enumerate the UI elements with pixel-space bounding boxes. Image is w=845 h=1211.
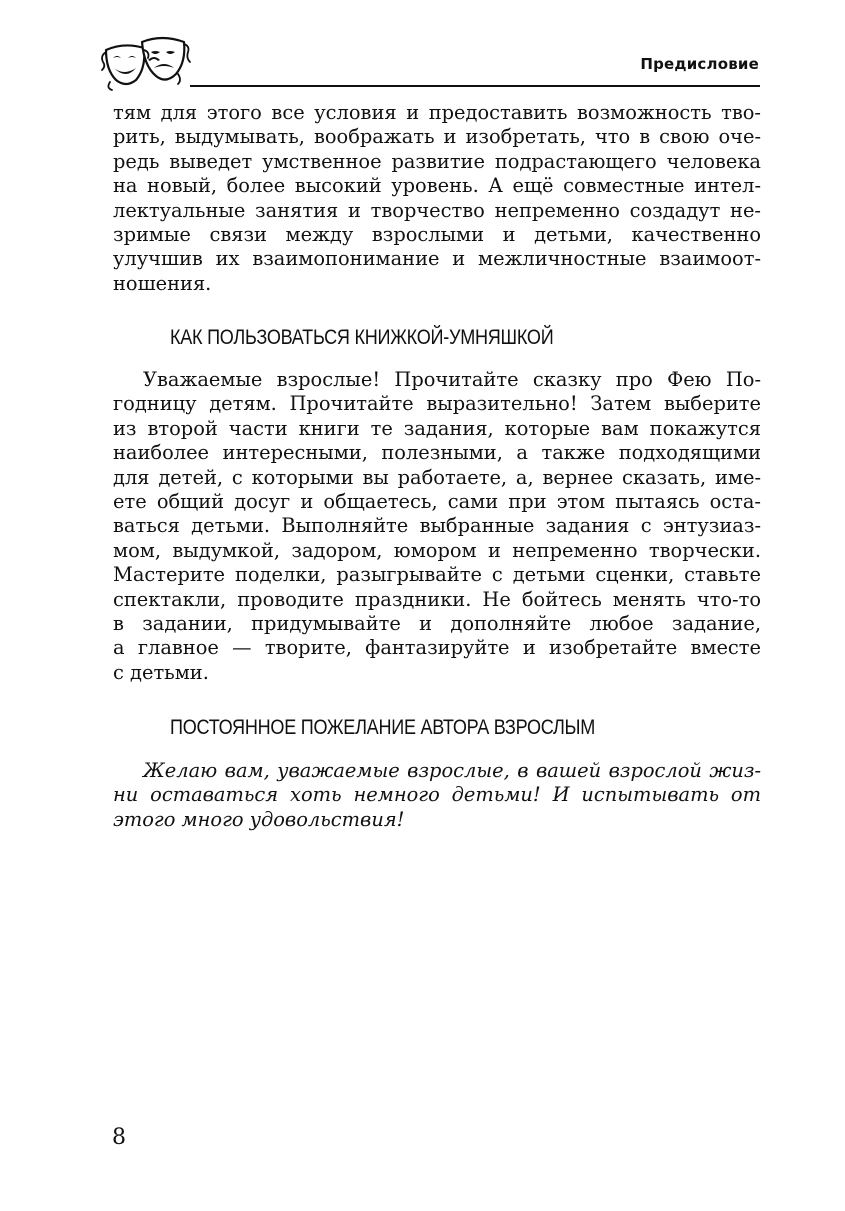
text-line: а главное — творите, фантазируйте и изобретайте вместе	[113, 636, 761, 660]
text-line: тям для этого все условия и предоставить возможность тво-	[113, 101, 761, 124]
text-line: из второй части книги те задания, которые вам покажутся	[113, 416, 761, 440]
text-line: для детей, с которыми вы работаете, а, вернее сказать, име-	[113, 465, 761, 489]
text-line: лектуальные занятия и творчество непременно создадут не-	[113, 198, 761, 222]
paragraph-author-wish	[113, 759, 761, 832]
text-line: Мастерите поделки, разыгрывайте с детьми сценки, ставьте	[113, 563, 761, 587]
text-line: зримые связи между взрослыми и детьми, качественно	[113, 222, 761, 246]
text-line: наиболее интересными, полезными, а также подходящими	[113, 441, 761, 465]
text-line: редь выведет умственное развитие подрастающего человека	[113, 149, 761, 173]
text-line: этого много удовольствия!	[113, 807, 405, 831]
text-line: с детьми.	[113, 660, 209, 684]
page-header	[0, 0, 845, 100]
text-line: Уважаемые взрослые! Прочитайте сказку про Фею По-	[143, 368, 761, 391]
text-line: спектакли, проводите праздники. Не бойтесь менять что-то	[113, 587, 761, 611]
text-line: рить, выдумывать, воображать и изобретать, что в свою оче-	[113, 125, 761, 149]
theater-masks-icon	[100, 30, 192, 92]
paragraph-how-to-use	[113, 368, 761, 685]
section-heading-how-to-use: КАК ПОЛЬЗОВАТЬСЯ КНИЖКОЙ-УМНЯШКОЙ	[170, 326, 554, 349]
text-line: ваться детьми. Выполняйте выбранные задания с энтузиаз-	[113, 514, 761, 538]
text-line: в задании, придумывайте и дополняйте любое задание,	[113, 611, 761, 635]
section-heading-author-wish: ПОСТОЯННОЕ ПОЖЕЛАНИЕ АВТОРА ВЗРОСЛЫМ	[170, 716, 596, 739]
text-line: мом, выдумкой, задором, юмором и непременно творчески.	[113, 538, 761, 562]
text-line: ни оставаться хоть немного детьми! И испытывать от	[113, 783, 761, 807]
text-line: годницу детям. Прочитайте выразительно! Затем выберите	[113, 392, 761, 416]
page-number: 8	[112, 1125, 126, 1150]
paragraph-intro-continued	[113, 101, 761, 296]
text-line: ношения.	[113, 271, 212, 295]
running-title: Предисловие	[640, 55, 759, 73]
text-line: на новый, более высокий уровень. А ещё совместные интел-	[113, 174, 761, 198]
text-line: улучшив их взаимопонимание и межличностные взаимоот-	[113, 247, 761, 271]
text-line: Желаю вам, уважаемые взрослые, в вашей взрослой жиз-	[143, 759, 761, 782]
text-line: ете общий досуг и общаетесь, сами при этом пытаясь оста-	[113, 489, 761, 513]
header-rule	[190, 85, 760, 87]
